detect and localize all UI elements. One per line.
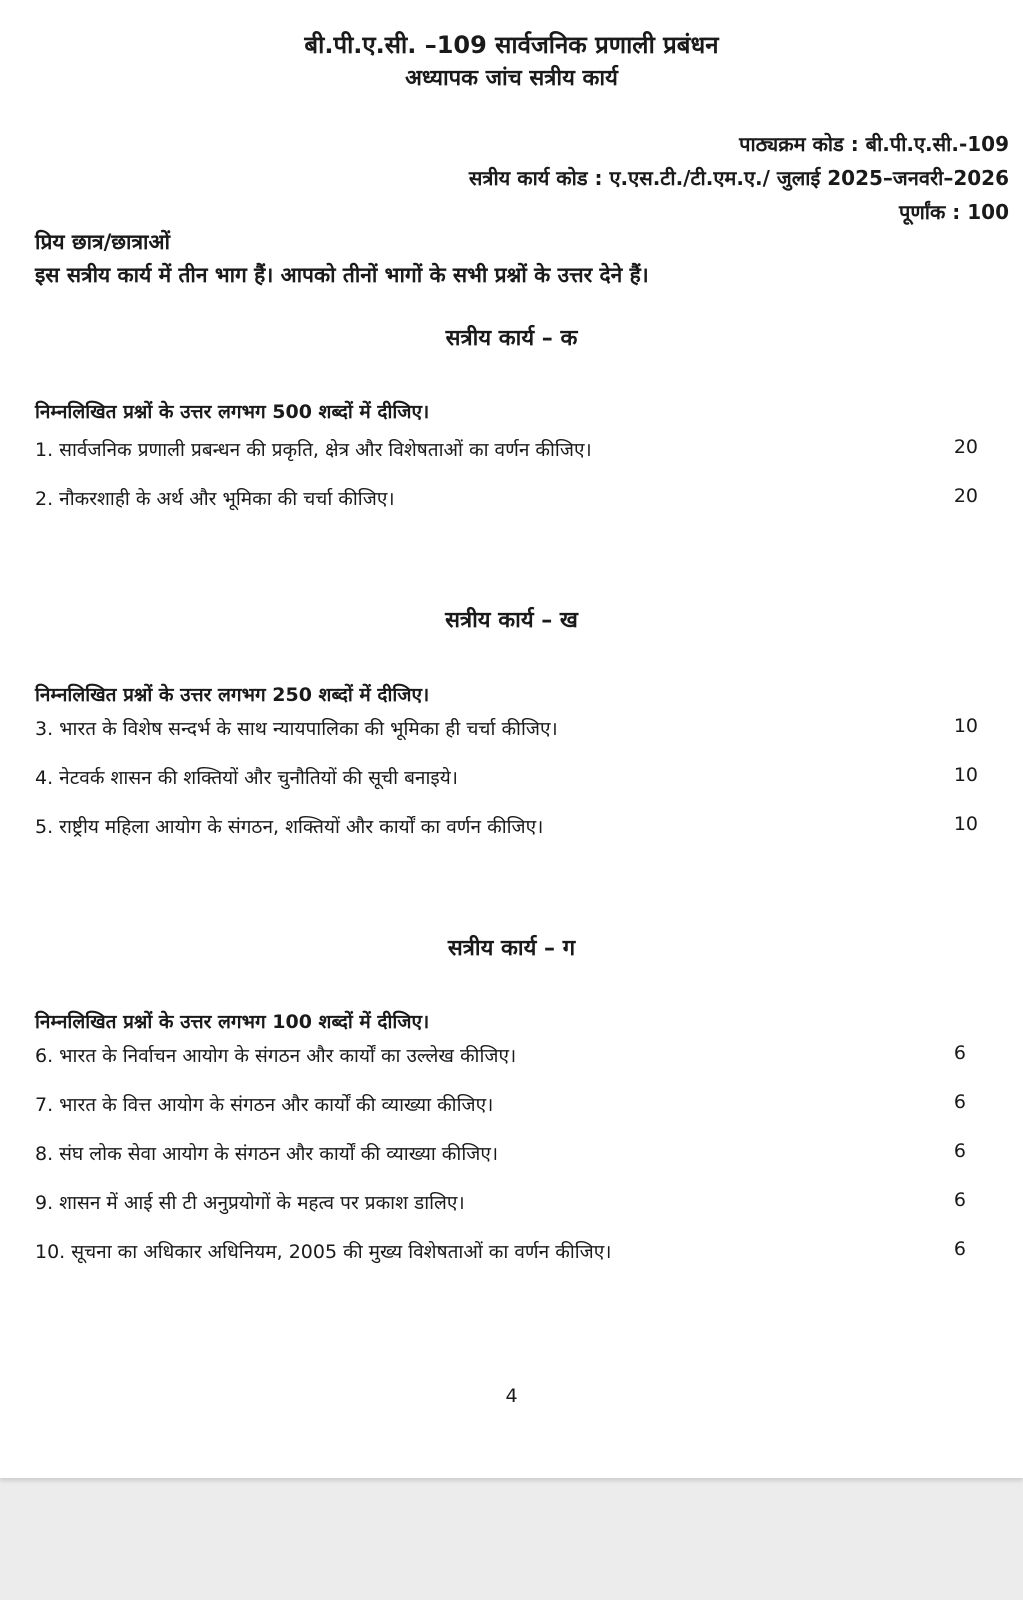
greeting: प्रिय छात्र/छात्राओं [35,230,170,254]
question-marks: 6 [953,1091,966,1113]
section-instruction-b: निम्नलिखित प्रश्नों के उत्तर लगभग 250 शब्दों में दीजिए। [35,684,430,706]
question-marks: 6 [953,1042,966,1064]
question-item: 10. सूचना का अधिकार अधिनियम, 2005 की मुख्य विशेषताओं का वर्णन कीजिए। [35,1241,612,1263]
question-marks: 10 [953,813,978,835]
question-marks: 6 [953,1238,966,1260]
question-item: 7. भारत के वित्त आयोग के संगठन और कार्यों की व्याख्या कीजिए। [35,1094,494,1116]
course-code: पाठ्यक्रम कोड : बी.पी.ए.सी.-109 [739,132,1009,156]
section-heading-b: सत्रीय कार्य – ख [445,608,578,633]
section-heading-c: सत्रीय कार्य – ग [447,936,576,961]
question-item: 8. संघ लोक सेवा आयोग के संगठन और कार्यों की व्याख्या कीजिए। [35,1143,499,1165]
question-item: 5. राष्ट्रीय महिला आयोग के संगठन, शक्तियों और कार्यों का वर्णन कीजिए। [35,816,544,838]
question-marks: 10 [953,764,978,786]
question-item: 2. नौकरशाही के अर्थ और भूमिका की चर्चा कीजिए। [35,488,395,510]
intro-text: इस सत्रीय कार्य में तीन भाग हैं। आपको तीनों भागों के सभी प्रश्नों के उत्तर देने हैं। [35,263,649,287]
max-marks: पूर्णांक : 100 [898,200,1009,224]
question-marks: 6 [953,1189,966,1211]
document-subtitle: अध्यापक जांच सत्रीय कार्य [405,66,618,91]
assignment-code: सत्रीय कार्य कोड : ए.एस.टी./टी.एम.ए./ जुलाई 2025–जनवरी–2026 [468,166,1009,190]
page-number: 4 [505,1385,518,1407]
question-marks: 6 [953,1140,966,1162]
section-instruction-c: निम्नलिखित प्रश्नों के उत्तर लगभग 100 शब्दों में दीजिए। [35,1011,430,1033]
section-instruction-a: निम्नलिखित प्रश्नों के उत्तर लगभग 500 शब्दों में दीजिए। [35,401,430,423]
question-marks: 20 [953,485,978,507]
question-item: 1. सार्वजनिक प्रणाली प्रबन्धन की प्रकृति, क्षेत्र और विशेषताओं का वर्णन कीजिए। [35,439,592,461]
question-marks: 20 [953,436,978,458]
question-item: 6. भारत के निर्वाचन आयोग के संगठन और कार्यों का उल्लेख कीजिए। [35,1045,517,1067]
section-heading-a: सत्रीय कार्य – क [445,326,578,351]
document-title: बी.पी.ए.सी. –109 सार्वजनिक प्रणाली प्रबंधन [304,31,719,59]
question-item: 9. शासन में आई सी टी अनुप्रयोगों के महत्व पर प्रकाश डालिए। [35,1192,465,1214]
question-item: 3. भारत के विशेष सन्दर्भ के साथ न्यायपालिका की भूमिका ही चर्चा कीजिए। [35,718,558,740]
question-marks: 10 [953,715,978,737]
question-item: 4. नेटवर्क शासन की शक्तियों और चुनौतियों की सूची बनाइये। [35,767,458,789]
